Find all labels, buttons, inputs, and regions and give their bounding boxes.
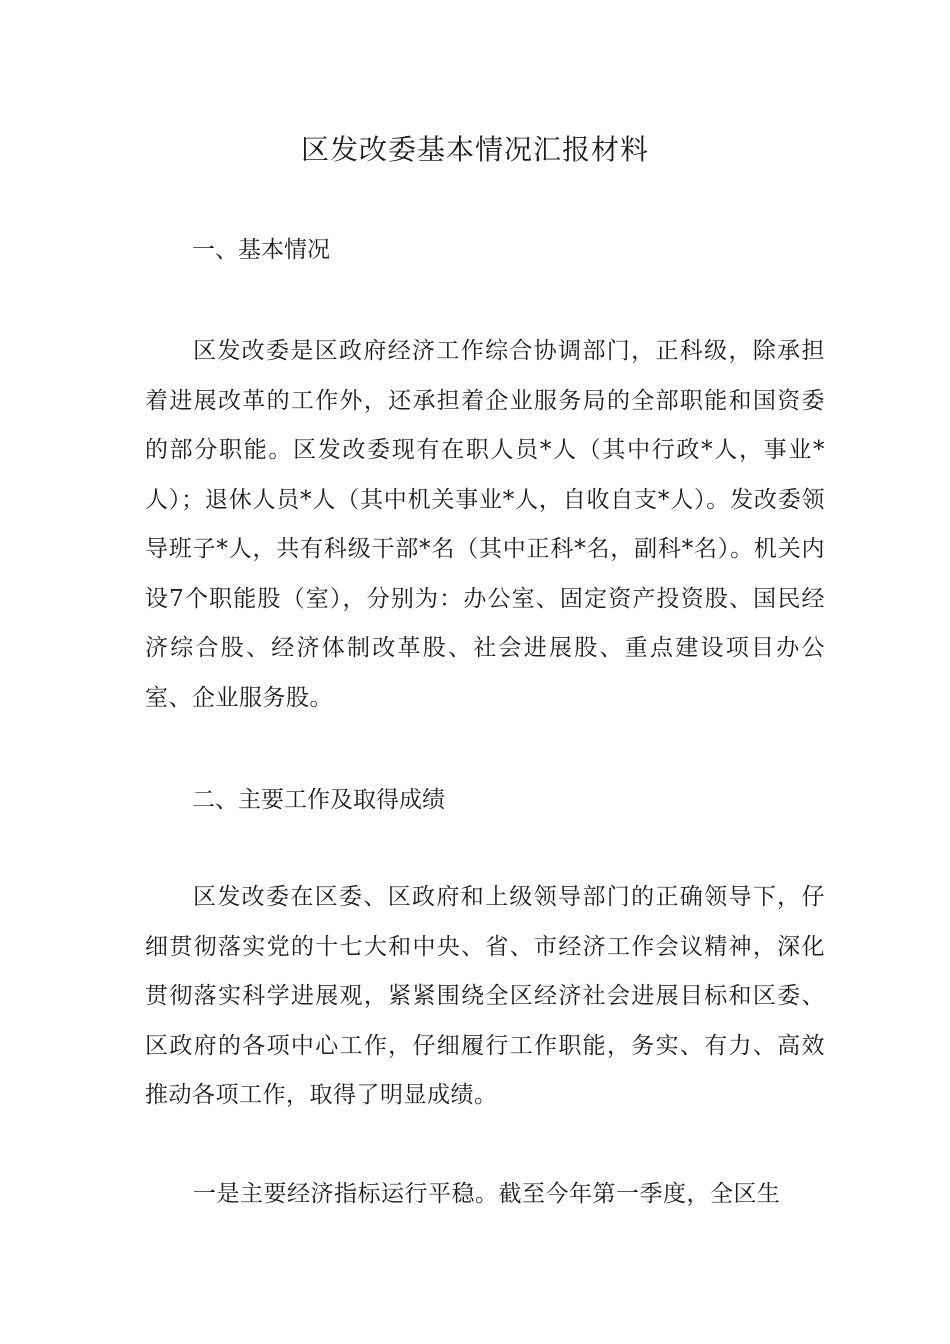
- document-title: 区发改委基本情况汇报材料: [300, 133, 649, 166]
- paragraph-basic-info: 区发改委是区政府经济工作综合协调部门，正科级，除承担着进展改革的工作外，还承担着企业服务局的全部职能和国资委的部分职能。区发改委现有在职人员*人（其中行政*人，事业*人）；退休人员*人（其中机关事业*人，自收自支*人）。发改委领导班子*人，共有科级干部*名（其中正科*名，副科*名）。机关内设7个职能股（室），分别为：办公室、固定资产投资股、国民经济综合股、经济体制改革股、社会进展股、重点建设项目办公室、企业服务股。: [145, 338, 825, 711]
- section-heading-main-work: 二、主要工作及取得成绩: [192, 787, 445, 813]
- paragraph-economic-indicators: 一是主要经济指标运行平稳。截至今年第一季度，全区生: [193, 1181, 781, 1207]
- section-heading-basic-info: 一、基本情况: [192, 237, 330, 263]
- paragraph-main-work: 区发改委在区委、区政府和上级领导部门的正确领导下，仔细贯彻落实党的十七大和中央、省、市经济工作会议精神，深化贯彻落实科学进展观，紧紧围绕全区经济社会进展目标和区委、区政府的各项中心工作，仔细履行工作职能，务实、有力、高效推动各项工作，取得了明显成绩。: [145, 884, 825, 1108]
